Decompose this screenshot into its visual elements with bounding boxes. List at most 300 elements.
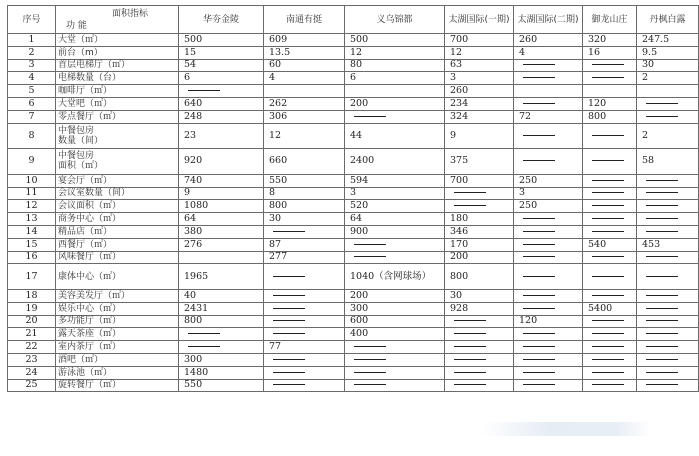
table-row [8,302,699,315]
value-cell [264,187,345,200]
dash-mark [523,333,555,334]
dash-mark [646,384,678,385]
header-hotel: 太湖国际(二期) [514,6,583,34]
value-text: 12 [269,129,282,141]
row-indicator-name: 娱乐中心（㎡） [56,302,179,315]
value-text: 120 [519,315,538,327]
value-cell [637,213,699,226]
value-cell [179,315,264,328]
value-cell [583,379,637,392]
dash-mark [454,372,486,373]
value-cell [445,225,514,238]
row-indicator-name-line: 中餐包房 [58,125,95,136]
value-text: 1965 [184,270,209,282]
row-number: 6 [8,97,56,110]
value-cell [514,315,583,328]
value-cell [264,238,345,251]
dash-mark [523,372,555,373]
row-number: 1 [8,34,56,47]
value-cell [264,315,345,328]
table-row [8,379,699,392]
value-text: 6 [350,72,357,84]
header-no: 序号 [8,6,56,34]
value-cell [345,289,445,302]
value-cell [264,328,345,341]
value-cell [637,174,699,187]
value-cell [445,123,514,149]
dash-mark [523,256,555,257]
value-text: 550 [184,379,203,391]
row-indicator-name: 零点餐厅（㎡） [56,110,179,123]
value-cell [445,328,514,341]
dash-mark [354,372,386,373]
table-row [8,264,699,290]
row-indicator-name: 多功能厅（㎡） [56,315,179,328]
watermark [481,422,651,436]
value-cell [583,353,637,366]
value-text: 3 [450,72,457,84]
dash-mark [646,192,678,193]
value-cell [637,34,699,47]
dash-mark [523,244,555,245]
value-text: 540 [588,238,607,250]
value-cell [264,213,345,226]
value-text: 2431 [184,302,209,314]
value-cell [264,302,345,315]
value-cell [179,85,264,98]
table-row [8,174,699,187]
value-text: 800 [184,315,203,327]
dash-mark [646,218,678,219]
dash-mark [454,192,486,193]
value-cell [583,302,637,315]
header-indicator-bottom: 功 能 [66,21,87,31]
value-cell [637,379,699,392]
value-cell [583,149,637,175]
value-text: 800 [588,110,607,122]
value-cell [264,46,345,59]
dash-mark [646,256,678,257]
dash-mark [188,90,220,91]
value-text: 30 [450,289,463,301]
dash-mark [592,276,624,277]
dash-mark [592,205,624,206]
value-text: 200 [350,289,369,301]
value-cell [583,213,637,226]
value-text: 3 [350,187,357,199]
value-cell [345,366,445,379]
table-body [8,34,699,392]
value-cell [445,110,514,123]
dash-mark [592,64,624,65]
dash-mark [592,192,624,193]
value-cell [583,123,637,149]
value-cell [345,34,445,47]
value-cell [345,213,445,226]
table-header-row [8,6,699,34]
value-text: 276 [184,238,203,250]
row-indicator-name: 精品店（㎡） [56,225,179,238]
value-text: 250 [519,174,538,186]
value-cell [179,72,264,85]
value-text: 64 [184,213,197,225]
row-number: 20 [8,315,56,328]
value-text: 58 [642,155,655,167]
value-text: 1040（含网球场） [350,270,432,282]
value-cell [345,225,445,238]
dash-mark [592,320,624,321]
dash-mark [273,333,305,334]
row-indicator-name: 会议室数量（间） [56,187,179,200]
value-cell [583,315,637,328]
value-text: 30 [642,59,655,71]
row-number: 13 [8,213,56,226]
value-text: 660 [269,155,288,167]
value-cell [445,187,514,200]
value-text: 4 [519,46,526,58]
value-cell [637,97,699,110]
dash-mark [646,116,678,117]
row-indicator-name: 大堂（㎡） [56,34,179,47]
value-cell [345,341,445,354]
value-cell [445,353,514,366]
value-cell [514,59,583,72]
hotel-area-comparison-table [7,5,699,392]
table-row [8,110,699,123]
value-cell [345,328,445,341]
dash-mark [273,295,305,296]
value-cell [583,341,637,354]
value-text: 77 [269,341,282,353]
value-cell [583,59,637,72]
value-text: 928 [450,302,469,314]
value-text: 250 [519,200,538,212]
dash-mark [523,384,555,385]
value-cell [179,123,264,149]
value-cell [179,264,264,290]
table-row [8,225,699,238]
value-text: 63 [450,59,463,71]
value-cell [345,85,445,98]
dash-mark [592,180,624,181]
dash-mark [592,256,624,257]
value-cell [637,366,699,379]
value-cell [445,34,514,47]
value-text: 170 [450,238,469,250]
row-indicator-name: 美容美发厅（㎡） [56,289,179,302]
value-text: 12 [450,46,463,58]
value-cell [583,366,637,379]
value-text: 9.5 [642,46,658,58]
dash-mark [273,320,305,321]
dash-mark [592,77,624,78]
dash-mark [273,308,305,309]
row-number: 22 [8,341,56,354]
value-cell [637,353,699,366]
value-text: 40 [184,289,197,301]
dash-mark [454,205,486,206]
row-indicator-name: 室内茶厅（㎡） [56,341,179,354]
value-cell [264,200,345,213]
value-text: 16 [588,46,601,58]
value-text: 375 [450,155,469,167]
value-cell [445,59,514,72]
value-text: 346 [450,225,469,237]
header-hotel: 太湖国际(一期) [445,6,514,34]
row-indicator-name [56,149,179,175]
value-cell [179,200,264,213]
value-cell [583,72,637,85]
value-cell [637,110,699,123]
value-cell [583,289,637,302]
row-number: 14 [8,225,56,238]
table-row [8,328,699,341]
value-text: 700 [450,174,469,186]
dash-mark [592,346,624,347]
dash-mark [592,372,624,373]
value-cell [345,200,445,213]
value-cell [264,59,345,72]
row-number: 15 [8,238,56,251]
row-number: 18 [8,289,56,302]
value-cell [179,187,264,200]
value-cell [179,174,264,187]
value-cell [583,85,637,98]
value-text: 200 [450,251,469,263]
value-text: 8 [269,187,276,199]
dash-mark [646,205,678,206]
value-text: 262 [269,97,288,109]
value-cell [179,366,264,379]
dash-mark [523,346,555,347]
value-cell [637,123,699,149]
dash-mark [646,320,678,321]
header-hotel: 南通有挺 [264,6,345,34]
value-cell [345,174,445,187]
dash-mark [592,160,624,161]
value-text: 5400 [588,302,613,314]
table-row [8,200,699,213]
value-text: 60 [269,59,282,71]
dash-mark [354,384,386,385]
value-text: 550 [269,174,288,186]
header-hotel: 御龙山庄 [583,6,637,34]
value-cell [583,251,637,264]
row-indicator-name-line: 面积（㎡） [58,161,104,172]
value-cell [345,72,445,85]
value-cell [514,149,583,175]
dash-mark [646,276,678,277]
value-text: 2 [642,72,649,84]
dash-mark [354,116,386,117]
dash-mark [592,218,624,219]
value-text: 500 [350,33,369,45]
value-cell [264,264,345,290]
value-cell [345,353,445,366]
value-cell [583,264,637,290]
value-cell [345,302,445,315]
value-text: 180 [450,213,469,225]
value-cell [264,110,345,123]
value-cell [514,341,583,354]
dash-mark [646,359,678,360]
value-cell [445,379,514,392]
table-row [8,315,699,328]
dash-mark [354,256,386,257]
dash-mark [523,77,555,78]
dash-mark [523,308,555,309]
value-cell [445,341,514,354]
row-indicator-name-line: 数量（间） [58,135,104,146]
row-indicator-name: 前台（m） [56,46,179,59]
row-indicator-name: 风味餐厅（㎡） [56,251,179,264]
row-number: 19 [8,302,56,315]
value-text: 700 [450,33,469,45]
value-cell [445,264,514,290]
value-text: 3 [519,187,526,199]
value-text: 4 [269,72,276,84]
table-row [8,353,699,366]
value-cell [583,46,637,59]
value-text: 300 [184,353,203,365]
value-text: 64 [350,213,363,225]
value-cell [445,200,514,213]
value-text: 600 [350,315,369,327]
value-cell [264,353,345,366]
value-text: 320 [588,33,607,45]
value-cell [514,110,583,123]
dash-mark [592,135,624,136]
value-text: 87 [269,238,282,250]
dash-mark [523,64,555,65]
value-cell [264,225,345,238]
value-cell [264,174,345,187]
dash-mark [592,231,624,232]
value-cell [583,328,637,341]
dash-mark [354,346,386,347]
value-cell [264,97,345,110]
dash-mark [646,103,678,104]
value-cell [514,174,583,187]
value-text: 609 [269,33,288,45]
dash-mark [646,231,678,232]
value-text: 260 [519,33,538,45]
table-row [8,34,699,47]
value-cell [583,225,637,238]
value-cell [345,97,445,110]
value-text: 12 [350,46,363,58]
value-cell [583,238,637,251]
table-row [8,46,699,59]
value-cell [179,379,264,392]
value-cell [445,97,514,110]
value-cell [637,85,699,98]
dash-mark [523,103,555,104]
value-cell [345,315,445,328]
value-text: 1080 [184,200,209,212]
row-indicator-name: 宴会厅（㎡） [56,174,179,187]
value-cell [345,264,445,290]
dash-mark [523,135,555,136]
value-text: 1480 [184,366,209,378]
row-indicator-name: 游泳池（㎡） [56,366,179,379]
value-cell [179,213,264,226]
value-cell [179,225,264,238]
table-row [8,72,699,85]
value-cell [179,251,264,264]
table-row [8,238,699,251]
value-text: 15 [184,46,197,58]
row-number: 7 [8,110,56,123]
dash-mark [273,359,305,360]
value-text: 248 [184,110,203,122]
row-number: 3 [8,59,56,72]
value-cell [179,97,264,110]
value-cell [637,341,699,354]
value-cell [514,187,583,200]
table-row [8,85,699,98]
dash-mark [523,295,555,296]
value-text: 453 [642,238,661,250]
value-cell [637,187,699,200]
value-cell [514,34,583,47]
row-number: 11 [8,187,56,200]
dash-mark [354,244,386,245]
value-cell [179,302,264,315]
value-cell [637,72,699,85]
value-cell [514,328,583,341]
dash-mark [188,333,220,334]
value-cell [514,379,583,392]
value-text: 306 [269,110,288,122]
value-cell [445,72,514,85]
row-indicator-name: 旋转餐厅（㎡） [56,379,179,392]
value-cell [345,251,445,264]
value-cell [179,34,264,47]
value-cell [514,85,583,98]
value-cell [345,149,445,175]
dash-mark [454,346,486,347]
value-cell [445,251,514,264]
value-cell [445,238,514,251]
value-cell [345,187,445,200]
value-cell [637,264,699,290]
value-cell [637,238,699,251]
value-cell [583,110,637,123]
value-text: 247.5 [642,33,670,45]
dash-mark [592,359,624,360]
value-cell [445,213,514,226]
row-number: 4 [8,72,56,85]
value-cell [179,328,264,341]
value-cell [583,200,637,213]
row-number: 12 [8,200,56,213]
value-cell [583,187,637,200]
row-number: 25 [8,379,56,392]
row-indicator-name: 会议面积（㎡） [56,200,179,213]
header-hotel: 义乌锦都 [345,6,445,34]
value-text: 30 [269,213,282,225]
value-cell [514,238,583,251]
dash-mark [454,333,486,334]
value-cell [264,85,345,98]
value-text: 400 [350,328,369,340]
value-text: 9 [450,129,457,141]
value-cell [345,46,445,59]
value-text: 900 [350,225,369,237]
value-text: 2 [642,129,649,141]
value-text: 234 [450,97,469,109]
